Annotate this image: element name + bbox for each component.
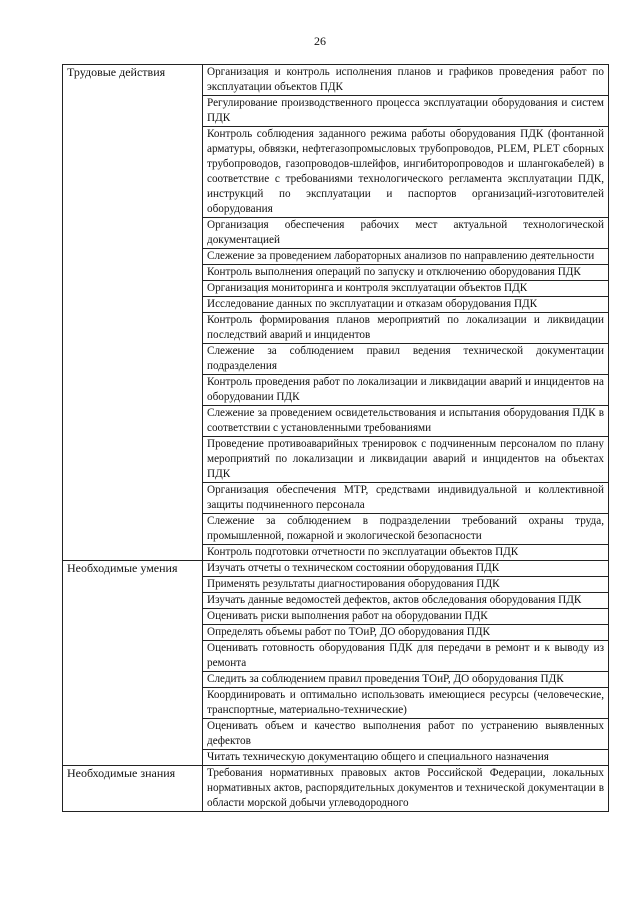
requirement-item: Применять результаты диагностирования оборудования ПДК: [203, 577, 609, 593]
requirement-item: Определять объемы работ по ТОиР, ДО оборудования ПДК: [203, 625, 609, 641]
requirement-item: Изучать отчеты о техническом состоянии оборудования ПДК: [203, 561, 609, 577]
section-label: Трудовые действия: [63, 65, 203, 561]
requirement-item: Организация обеспечения МТР, средствами индивидуальной и коллективной защиты подчиненного персонала: [203, 483, 609, 514]
requirement-item: Контроль подготовки отчетности по эксплуатации объектов ПДК: [203, 545, 609, 561]
requirement-item: Исследование данных по эксплуатации и отказам оборудования ПДК: [203, 297, 609, 313]
competency-table: [62, 64, 609, 812]
page-number: 26: [314, 34, 326, 48]
requirement-item: Оценивать риски выполнения работ на оборудовании ПДК: [203, 609, 609, 625]
requirement-item: Координировать и оптимально использовать имеющиеся ресурсы (человеческие, транспортные, материально-технические): [203, 688, 609, 719]
requirement-item: Слежение за соблюдением правил ведения технической документации подразделения: [203, 344, 609, 375]
table-row: [63, 561, 609, 577]
requirement-item: Контроль выполнения операций по запуску и отключению оборудования ПДК: [203, 265, 609, 281]
requirement-item: Оценивать объем и качество выполнения работ по устранению выявленных дефектов: [203, 719, 609, 750]
requirement-item: Организация мониторинга и контроля эксплуатации объектов ПДК: [203, 281, 609, 297]
requirement-item: Читать техническую документацию общего и специального назначения: [203, 750, 609, 766]
section-label: Необходимые умения: [63, 561, 203, 766]
requirement-item: Следить за соблюдением правил проведения ТОиР, ДО оборудования ПДК: [203, 672, 609, 688]
table-row: [63, 766, 609, 812]
section-label: Необходимые знания: [63, 766, 203, 812]
requirement-item: Регулирование производственного процесса эксплуатации оборудования и систем ПДК: [203, 96, 609, 127]
requirement-item: Проведение противоаварийных тренировок с подчиненным персоналом по плану мероприятий по локализации и ликвидации аварий и инцидентов на объектах ПДК: [203, 437, 609, 483]
requirement-item: Оценивать готовность оборудования ПДК для передачи в ремонт и к выводу из ремонта: [203, 641, 609, 672]
requirement-item: Слежение за соблюдением в подразделении требований охраны труда, промышленной, пожарной и экологической безопасности: [203, 514, 609, 545]
requirement-item: Слежение за проведением лабораторных анализов по направлению деятельности: [203, 249, 609, 265]
requirement-item: Изучать данные ведомостей дефектов, актов обследования оборудования ПДК: [203, 593, 609, 609]
requirement-item: Контроль формирования планов мероприятий по локализации и ликвидации последствий аварий и инцидентов: [203, 313, 609, 344]
requirement-item: Организация обеспечения рабочих мест актуальной технологической документацией: [203, 218, 609, 249]
requirement-item: Контроль проведения работ по локализации и ликвидации аварий и инцидентов на оборудовании ПДК: [203, 375, 609, 406]
requirement-item: Контроль соблюдения заданного режима работы оборудования ПДК (фонтанной арматуры, обвязки, нефтегазопромысловых трубопроводов, PLEM, PLET сборных трубопроводов, газопроводов-шлейфов, ингибиторопроводов и шлангокабелей) в соответствие с требованиями технологического регламента эксплуатации ПДК, инструкций по эксплуатации и паспортов организаций-изготовителей оборудования: [203, 127, 609, 218]
requirement-item: Слежение за проведением освидетельствования и испытания оборудования ПДК в соответствии с установленными требованиями: [203, 406, 609, 437]
requirement-item: Организация и контроль исполнения планов и графиков проведения работ по эксплуатации объектов ПДК: [203, 65, 609, 96]
requirement-item: Требования нормативных правовых актов Российской Федерации, локальных нормативных актов, распорядительных документов и технической документации в области морской добычи углеводородного: [203, 766, 609, 812]
table-row: [63, 65, 609, 96]
